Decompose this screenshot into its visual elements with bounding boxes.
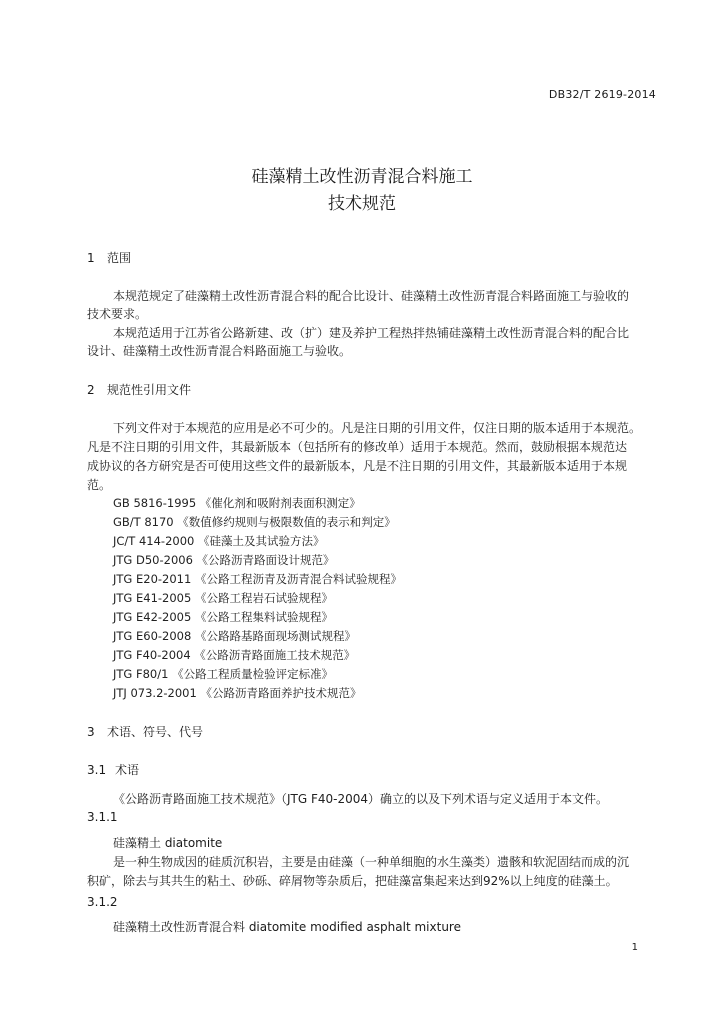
term-definition-line2: 积矿，除去与其共生的粘土、砂砾、碎屑物等杂质后，把硅藻富集起来达到92%以上纯度的硅藻土。 <box>87 874 618 888</box>
subsection-3-1-para: 《公路沥青路面施工技术规范》（JTG F40-2004）确立的以及下列术语与定义适用于本文件。 <box>113 792 609 806</box>
term-diatomite-modified-asphalt-mixture: 硅藻精土改性沥青混合料 diatomite modified asphalt mixture <box>113 920 461 934</box>
subsection-number: 3.1 <box>87 763 107 777</box>
reference-item: JTJ 073.2-2001 《公路沥青路面养护技术规范》 <box>113 686 362 700</box>
reference-item: JC/T 414-2000 《硅藻土及其试验方法》 <box>113 534 325 548</box>
reference-item: JTG E60-2008 《公路路基路面现场测试规程》 <box>113 629 356 643</box>
section-number: 2 <box>87 383 95 397</box>
section-heading-text: 术语、符号、代号 <box>107 725 204 739</box>
section-2-para-line3: 成协议的各方研究是否可使用这些文件的最新版本，凡是不注日期的引用文件，其最新版本适用于本规 <box>87 459 628 473</box>
term-diatomite: 硅藻精土 diatomite <box>113 836 223 850</box>
section-2-para-line4: 范。 <box>87 478 112 492</box>
reference-item: JTG D50-2006 《公路沥青路面设计规范》 <box>113 553 335 567</box>
section-number: 1 <box>87 251 95 265</box>
section-1-para2-line1: 本规范适用于江苏省公路新建、改（扩）建及养护工程热拌热铺硅藻精土改性沥青混合料的配合比 <box>113 326 630 340</box>
reference-item: GB/T 8170 《数值修约规则与极限数值的表示和判定》 <box>113 515 396 529</box>
page-number: 1 <box>631 942 638 953</box>
section-1-para1-line1: 本规范规定了硅藻精土改性沥青混合料的配合比设计、硅藻精土改性沥青混合料路面施工与验收的 <box>113 289 630 303</box>
section-heading-text: 规范性引用文件 <box>107 383 192 397</box>
document-title-line1: 硅藻精土改性沥青混合料施工 <box>251 167 473 187</box>
document-title-line2: 技术规范 <box>328 194 396 214</box>
section-1-para2-line2: 设计、硅藻精土改性沥青混合料路面施工与验收。 <box>87 344 352 358</box>
reference-item: JTG E20-2011 《公路工程沥青及沥青混合料试验规程》 <box>113 572 402 586</box>
section-3-heading <box>87 723 203 740</box>
subsection-heading-text: 术语 <box>115 763 140 777</box>
section-2-heading <box>87 381 191 398</box>
clause-3-1-2-number: 3.1.2 <box>87 895 118 909</box>
section-2-para-line1: 下列文件对于本规范的应用是必不可少的。凡是注日期的引用文件，仅注日期的版本适用于本规范。 <box>113 421 642 435</box>
section-1-para1-line2: 技术要求。 <box>87 307 148 321</box>
term-definition-line1: 是一种生物成因的硅质沉积岩，主要是由硅藻（一种单细胞的水生藻类）遗骸和软泥固结而成的沉 <box>113 855 630 869</box>
section-2-para-line2: 凡是不注日期的引用文件，其最新版本（包括所有的修改单）适用于本规范。然而，鼓励根据本规范达 <box>87 440 628 454</box>
reference-item: JTG F80/1 《公路工程质量检验评定标准》 <box>113 667 334 681</box>
section-number: 3 <box>87 725 95 739</box>
section-1-heading <box>87 249 131 266</box>
document-code: DB32/T 2619-2014 <box>548 88 656 101</box>
reference-item: JTG E42-2005 《公路工程集料试验规程》 <box>113 610 333 624</box>
reference-item: JTG F40-2004 《公路沥青路面施工技术规范》 <box>113 648 356 662</box>
clause-3-1-1-number: 3.1.1 <box>87 810 118 824</box>
subsection-3-1-heading <box>87 761 139 778</box>
reference-item: JTG E41-2005 《公路工程岩石试验规程》 <box>113 591 333 605</box>
reference-item: GB 5816-1995 《催化剂和吸附剂表面积测定》 <box>113 496 361 510</box>
section-heading-text: 范围 <box>107 251 132 265</box>
